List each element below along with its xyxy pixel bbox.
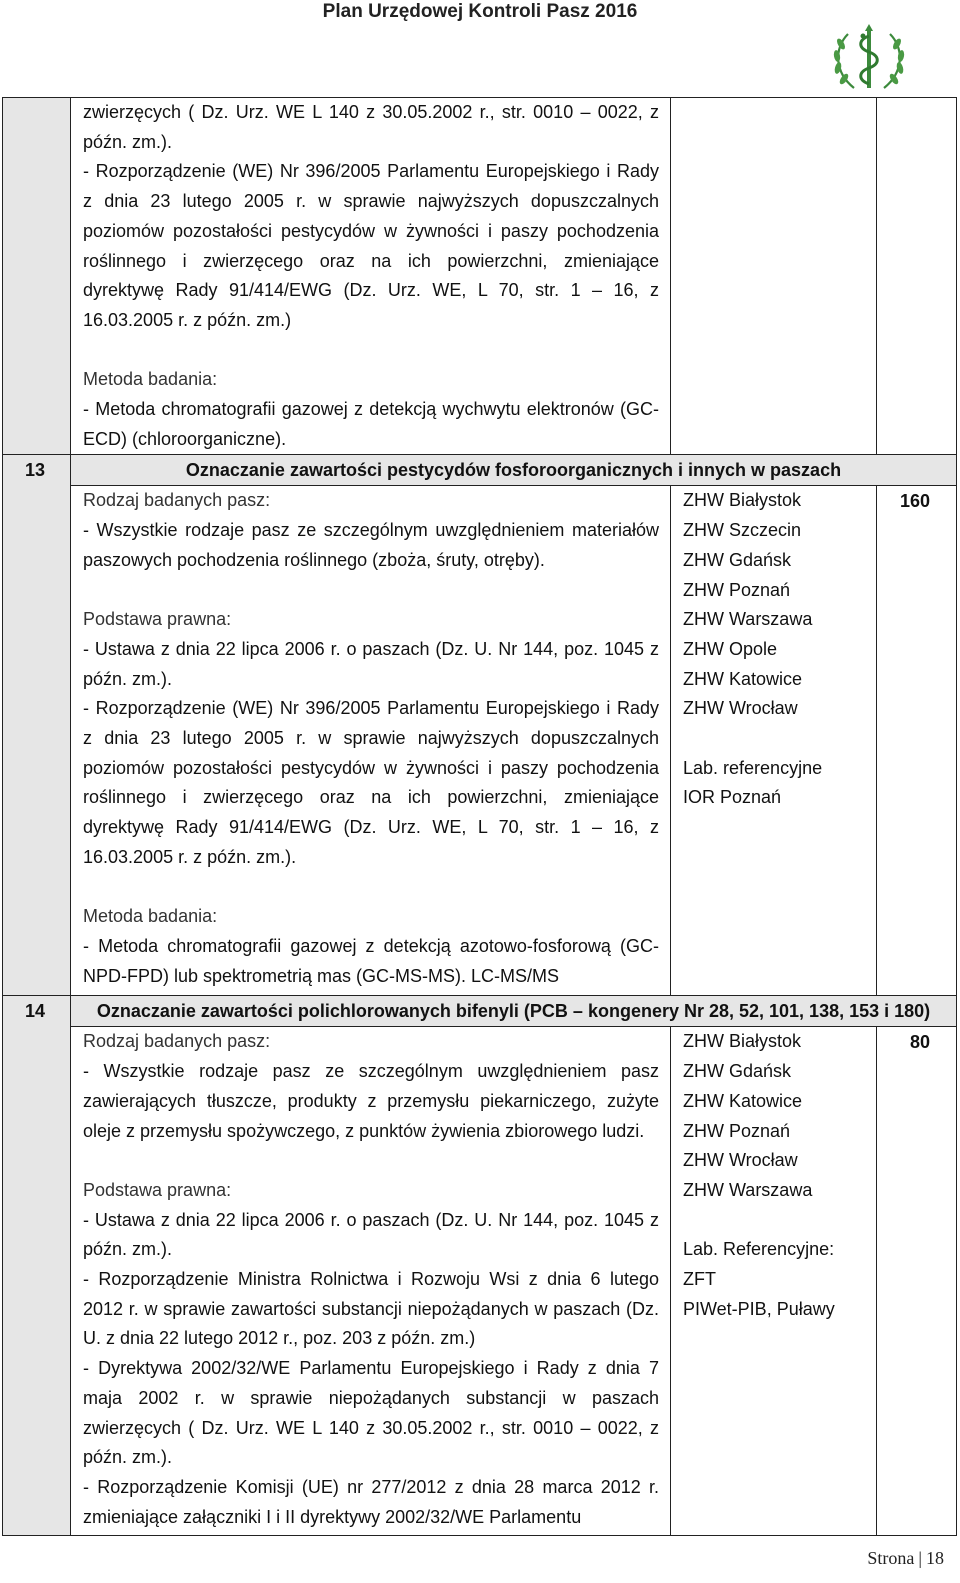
continuation-method-text: - Metoda chromatografii gazowej z detekcją wychwytu elektronów (GC-ECD) (chloroorganiczne). [83,399,659,449]
continuation-labs-cell [671,98,877,455]
row-13-body [3,486,957,996]
row-14-sample-count: 80 [877,1027,957,1536]
row-13-description-cell [71,486,671,996]
row-14-title [3,996,957,1027]
row-14-legal-text-4: - Rozporządzenie Komisji (UE) nr 277/2012 z dnia 28 marca 2012 r. zmieniające załączniki I i II dyrektywy 2002/32/WE Parlamentu [83,1476,659,1527]
row-14-legal-text-2: - Rozporządzenie Ministra Rolnictwa i Rozwoju Wsi z dnia 6 lutego 2012 r. w sprawie zawartości substancji niepożądanych w paszach (Dz. U. z dnia 22 lutego 2012 r., poz. 203 z późn. zm.) [83,1269,659,1349]
row-14-lab-item: ZHW Gdańsk [683,1061,792,1082]
feed-control-plan-table [2,97,957,1536]
row-14-ref-lab-item: Lab. Referencyjne: [683,1239,835,1260]
row-13-title [3,455,957,486]
caduceus-wreath-logo-icon [828,22,910,96]
row-13-lab-item: ZHW Białystok [683,490,802,511]
row-14-ref-lab-item: PIWet-PIB, Puławy [683,1298,835,1319]
row-14-lab-item: ZHW Katowice [683,1090,803,1111]
row-14-feed-text: - Wszystkie rodzaje pasz ze szczególnym uwzględnieniem pasz zawierających tłuszcze, produkty z przemysłu piekarniczego, zużyte oleje z przemysłu spożywczego, z punktów żywienia zbiorowego ludzi. [83,1061,659,1141]
row-13-ref-lab-item: IOR Poznań [683,787,782,808]
row-13-feed-heading: Rodzaj badanych pasz: [83,490,271,511]
row-14-number: 14 [3,996,71,1536]
row-14-lab-item: ZHW Poznań [683,1120,791,1141]
continuation-number-cell [3,98,71,455]
row-13-lab-item: ZHW Gdańsk [683,549,792,570]
row-14-ref-lab-item: ZFT [683,1269,716,1290]
row-13-sample-count: 160 [877,486,957,996]
page-footer [867,1548,944,1569]
row-14-description-cell [71,1027,671,1536]
row-14-lab-item: ZHW Wrocław [683,1150,798,1171]
row-13-title-text: Oznaczanie zawartości pestycydów fosforoorganicznych i innych w paszach [71,455,957,486]
row-13-lab-item: ZHW Opole [683,638,778,659]
row-14-feed-heading: Rodzaj badanych pasz: [83,1031,271,1052]
row-13-legal-heading: Podstawa prawna: [83,609,232,630]
row-14-legal-heading: Podstawa prawna: [83,1179,232,1200]
row-14-title-text: Oznaczanie zawartości polichlorowanych bifenyli (PCB – kongenery Nr 28, 52, 101, 138, 153 i 180) [71,996,957,1027]
continuation-count-cell [877,98,957,455]
row-13-lab-item: ZHW Wrocław [683,698,798,719]
row-13-lab-item: ZHW Szczecin [683,520,802,541]
row-14-legal-text-3: - Dyrektywa 2002/32/WE Parlamentu Europejskiego i Rady z dnia 7 maja 2002 r. w sprawie niepożądanych substancji w paszach zwierzęcych ( Dz. Urz. WE L 140 z 30.05.2002 r., str. 0010 – 0022, z późn. zm.). [83,1358,659,1468]
continuation-description-cell [71,98,671,455]
row-14-body [3,1027,957,1536]
row-13-number: 13 [3,455,71,996]
row-13-labs-cell [671,486,877,996]
row-13-method-text: - Metoda chromatografii gazowej z detekcją azotowo-fosforową (GC-NPD-FPD) lub spektrometrią mas (GC-MS-MS). LC-MS/MS [83,935,659,986]
row-14-labs-cell [671,1027,877,1536]
row-13-lab-item: ZHW Warszawa [683,609,813,630]
row-14-lab-item: ZHW Warszawa [683,1179,813,1200]
continuation-method-heading: Metoda badania: [83,369,218,390]
row-13-lab-item: ZHW Katowice [683,668,803,689]
footer-page-number: 18 [926,1548,944,1568]
row-13-feed-text: - Wszystkie rodzaje pasz ze szczególnym uwzględnieniem materiałów paszowych pochodzenia roślinnego (zboża, śruty, otręby). [83,520,659,570]
row-13-ref-lab-item: Lab. referencyjne [683,757,823,778]
row-13-legal-text-2: - Rozporządzenie (WE) Nr 396/2005 Parlamentu Europejskiego i Rady z dnia 23 lutego 2005 r. w sprawie najwyższych dopuszczalnych poziomów pozostałości pestycydów w żywności i paszy pochodzenia roślinnego i zwierzęcego oraz na ich powierzchni, zmieniające dyrektywę Rady 91/414/EWG (Dz. Urz. WE, L 70, str. 1 – 16, z 16.03.2005 r. z późn. zm.). [83,698,659,867]
footer-separator: | [918,1548,922,1568]
footer-page-label: Strona [867,1548,915,1568]
row-13-method-heading: Metoda badania: [83,906,218,927]
row-13-lab-item: ZHW Poznań [683,579,791,600]
row-13-legal-text-1: - Ustawa z dnia 22 lipca 2006 r. o paszach (Dz. U. Nr 144, poz. 1045 z późn. zm.). [83,638,659,689]
row-14-legal-text-1: - Ustawa z dnia 22 lipca 2006 r. o paszach (Dz. U. Nr 144, poz. 1045 z późn. zm.). [83,1209,659,1260]
continuation-row [3,98,957,455]
page-header-title: Plan Urzędowej Kontroli Pasz 2016 [322,1,638,22]
row-14-lab-item: ZHW Białystok [683,1031,802,1052]
continuation-legal-text-2: - Rozporządzenie (WE) Nr 396/2005 Parlamentu Europejskiego i Rady z dnia 23 lutego 2005 r. w sprawie najwyższych dopuszczalnych poziomów pozostałości pestycydów w żywności i paszy pochodzenia roślinnego i zwierzęcego oraz na ich powierzchni, zmieniające dyrektywę Rady 91/414/EWG (Dz. Urz. WE, L 70, str. 1 – 16, z 16.03.2005 r. z późn. zm.) [83,161,659,330]
continuation-legal-text-1: zwierzęcych ( Dz. Urz. WE L 140 z 30.05.2002 r., str. 0010 – 0022, z późn. zm.). [83,102,659,152]
